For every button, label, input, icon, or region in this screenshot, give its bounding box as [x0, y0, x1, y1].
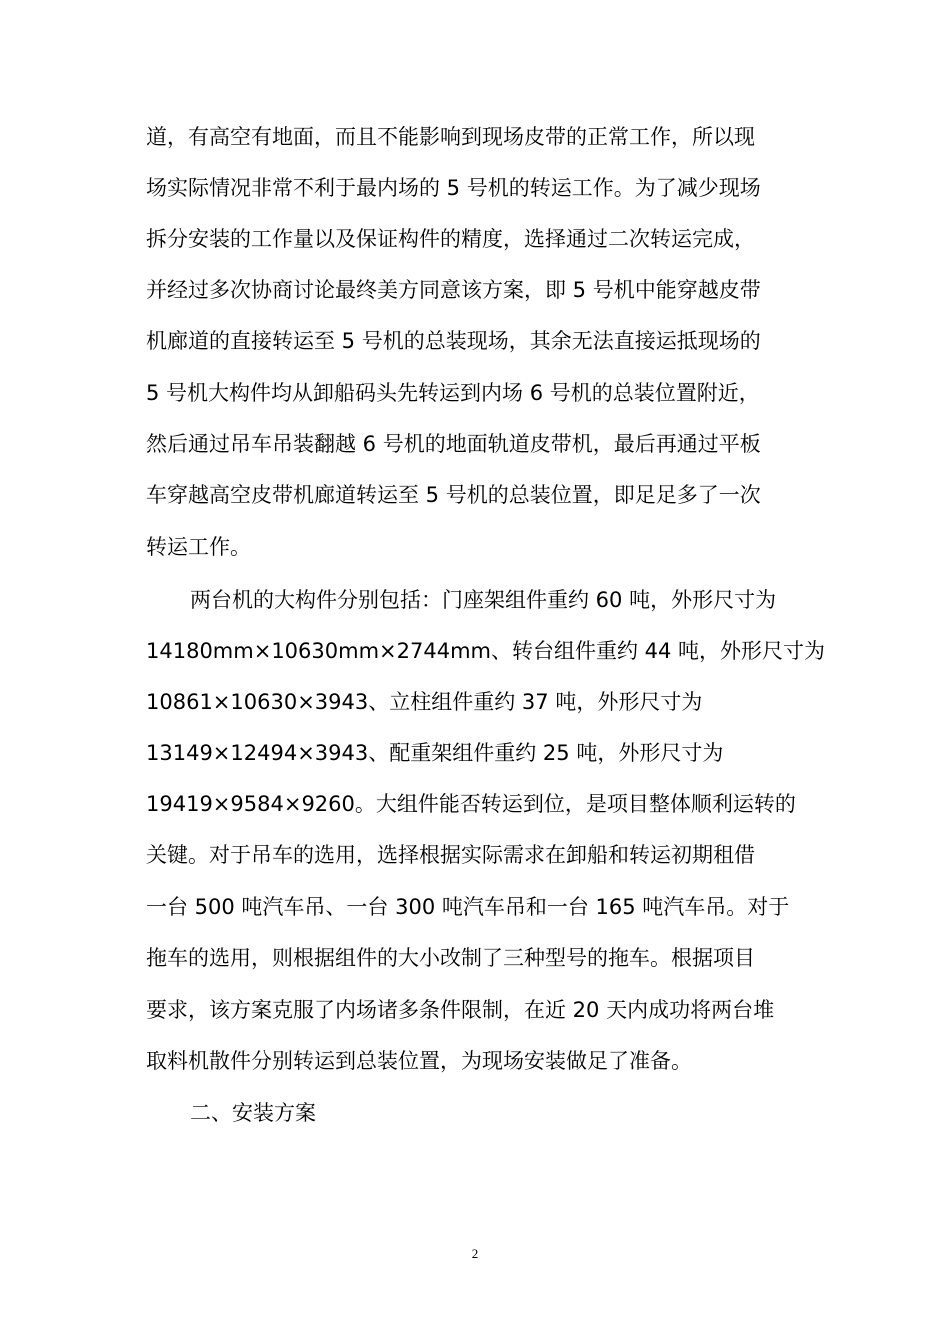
- paragraph-line: 关键。对于吊车的选用，选择根据实际需求在卸船和转运初期租借: [146, 843, 755, 867]
- paragraph-line: 13149×12494×3943、配重架组件重约 25 吨，外形尺寸为: [146, 741, 724, 765]
- paragraph-line: 然后通过吊车吊装翻越 6 号机的地面轨道皮带机，最后再通过平板: [146, 432, 761, 456]
- paragraph-line: 要求，该方案克服了内场诸多条件限制，在近 20 天内成功将两台堆: [146, 998, 775, 1022]
- paragraph-line: 道，有高空有地面，而且不能影响到现场皮带的正常工作，所以现: [146, 125, 755, 149]
- paragraph-line: 拖车的选用，则根据组件的大小改制了三种型号的拖车。根据项目: [146, 946, 755, 970]
- paragraph-line: 拆分安装的工作量以及保证构件的精度，选择通过二次转运完成，: [146, 227, 755, 251]
- paragraph-line: 10861×10630×3943、立柱组件重约 37 吨，外形尺寸为: [146, 690, 703, 714]
- paragraph-line: 一台 500 吨汽车吊、一台 300 吨汽车吊和一台 165 吨汽车吊。对于: [146, 895, 790, 919]
- paragraph-line: 转运工作。: [146, 535, 251, 559]
- paragraph-line: 并经过多次协商讨论最终美方同意该方案，即 5 号机中能穿越皮带: [146, 278, 761, 302]
- paragraph-line: 两台机的大构件分别包括：门座架组件重约 60 吨，外形尺寸为: [190, 588, 777, 612]
- paragraph-line: 车穿越高空皮带机廊道转运至 5 号机的总装位置，即足足多了一次: [146, 483, 761, 507]
- section-heading: 二、安装方案: [190, 1101, 316, 1125]
- paragraph-line: 机廊道的直接转运至 5 号机的总装现场，其余无法直接运抵现场的: [146, 329, 761, 353]
- paragraph-line: 场实际情况非常不利于最内场的 5 号机的转运工作。为了减少现场: [146, 176, 761, 200]
- paragraph-line: 14180mm×10630mm×2744mm、转台组件重约 44 吨，外形尺寸为: [146, 639, 826, 663]
- page-number: 2: [471, 1246, 479, 1261]
- paragraph-line: 19419×9584×9260。大组件能否转运到位，是项目整体顺利运转的: [146, 792, 796, 816]
- paragraph-line: 5 号机大构件均从卸船码头先转运到内场 6 号机的总装位置附近，: [146, 381, 760, 405]
- paragraph-line: 取料机散件分别转运到总装位置，为现场安装做足了准备。: [146, 1049, 692, 1073]
